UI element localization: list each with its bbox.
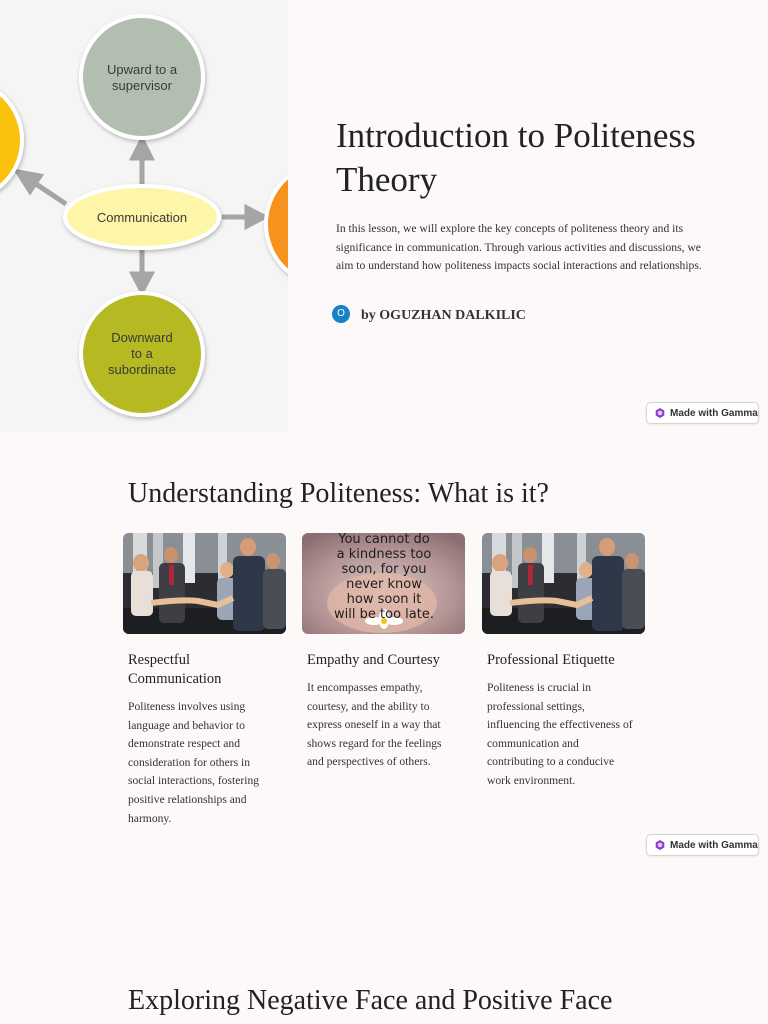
quote-line-3: soon, for you	[341, 562, 427, 577]
page-title: Introduction to Politeness Theory	[336, 116, 696, 199]
right-node	[266, 162, 288, 286]
avatar: O	[332, 305, 350, 323]
intro-paragraph: In this lesson, we will explore the key concepts of politeness theory and its significance in communication. Through various activities and discussions, we aim to understand how politeness impacts social interactions and relationships.	[336, 222, 702, 273]
card-title: Empathy and Courtesy	[307, 652, 440, 668]
gamma-logo-icon	[655, 840, 665, 850]
made-with-gamma-button[interactable]	[646, 834, 759, 856]
section-title-negative-face: Exploring Negative Face and Positive Face	[128, 985, 613, 1016]
diagram-up-label-2: supervisor	[112, 78, 172, 93]
diagram-down-label-2: to a	[131, 346, 153, 361]
card-professional-etiquette	[482, 533, 646, 791]
quote-line-1: You cannot do	[338, 533, 430, 547]
author-line	[332, 304, 526, 324]
card-text: It encompasses empathy, courtesy, and the ability to express oneself in a way that shows regard for the feelings and perspectives of others.	[307, 681, 442, 769]
title-slide	[0, 0, 768, 432]
diagram-down-label-3: subordinate	[108, 362, 176, 377]
author-name: by OGUZHAN DALKILIC	[361, 308, 526, 323]
diagram-center-label: Communication	[96, 210, 188, 225]
quote-line-5: how soon it	[346, 592, 422, 607]
card-empathy-courtesy	[302, 533, 466, 772]
business-handshake-image	[123, 533, 286, 634]
gamma-badge-label: Made with Gamma	[670, 407, 758, 419]
card-text: Politeness involves using language and behavior to demonstrate respect and consideration for others in social interactions, fostering positive relationships and harmony.	[128, 700, 260, 825]
gamma-logo-icon	[655, 408, 665, 418]
card-title: Respectful Communication	[128, 652, 222, 687]
card-text: Politeness is crucial in professional settings, influencing the effectiveness of communication and contributing to a conducive work environment.	[487, 681, 633, 787]
left-node	[0, 80, 22, 200]
upward-node	[81, 16, 203, 138]
kindness-quote-image	[302, 533, 465, 634]
communication-diagram	[0, 0, 288, 432]
card-title: Professional Etiquette	[487, 652, 615, 668]
diagram-up-label-1: Upward to a	[106, 62, 178, 77]
business-handshake-image	[482, 533, 645, 634]
card-respectful-communication	[123, 533, 287, 828]
section-title-understanding: Understanding Politeness: What is it?	[128, 478, 549, 509]
made-with-gamma-button[interactable]	[646, 402, 759, 424]
gamma-badge-label: Made with Gamma	[670, 839, 758, 851]
quote-line-6: will be too late.	[334, 607, 434, 622]
quote-line-2: a kindness too	[336, 547, 432, 562]
diagram-down-label-1: Downward	[111, 330, 173, 345]
quote-line-4: never know	[346, 577, 422, 592]
